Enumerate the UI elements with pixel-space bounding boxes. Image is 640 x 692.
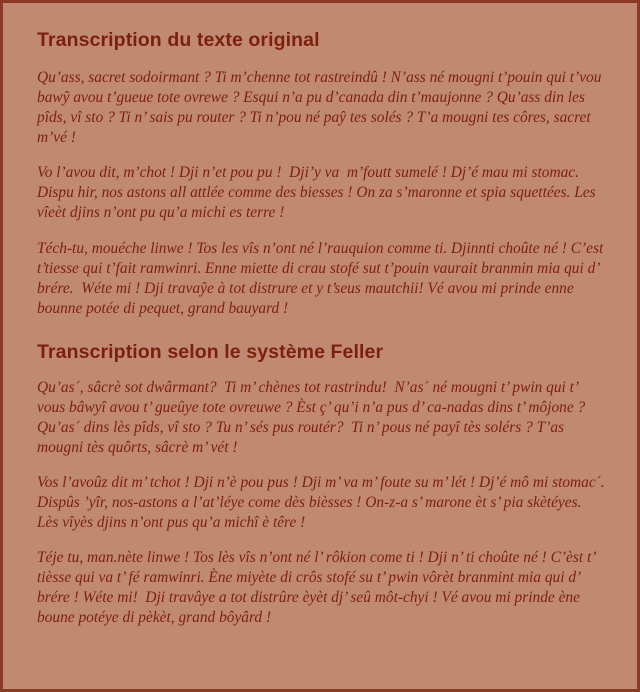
section-feller (37, 340, 609, 629)
paragraph-original-2: Vo l’avou dit, m’chot ! Dji n’et pou pu ! Dji’y va m’foutt sumelé ! Dj’é mau mi stomac. Dispu hir, nos astons all attlée comme des biesses ! On za s’maronne et spia squettées. Les vîeèt djins n’ont pu qu’a michi es terre ! (37, 164, 600, 222)
page-title-original: Transcription du texte original (37, 29, 320, 51)
paragraph-feller-3: Téje tu, man.nète linwe ! Tos lès vîs n’ont né l’ rôkion come ti ! Dji n’ ti choûte né ! C’èst t’ tièsse qui va t’ fé ramwinri. Ène miyète di crôs stofé su t’ pwin vôrèt branmint mia qui d’ brére ! Wéte mi! Dji travâye a tot distrûre èyèt dj’ seû môt-chyi ! Vé avou mi prinde ène boune potéye di pèkèt, grand bôyârd ! (37, 549, 599, 627)
paragraph-feller-1: Qu’as´, sâcrè sot dwârmant? Ti m’ chènes tot rastrindu! N’as´ né mougni t’ pwin qui t’ vous bâwyî avou t’ gueûye tote ovreuwe ? Èst ç’ qu’i n’a pus d’ ca-nadas dins t’ môjone ? Qu’as´ dins lès pîds, vî sto ? Tu n’ sés pus routér? Ti n’ pous né payî tès solérs ? T’as mougni tès quôrts, sâcrè m’ vét ! (37, 378, 590, 456)
section-original (37, 29, 608, 319)
paragraph-feller-2: Vos l’avoûz dit m’ tchot ! Dji n’è pou pus ! Dji m’ va m’ foute su m’ lét ! Dj’é mô mi stomac´. Dispûs ’yîr, nos-astons a l’at’léye come dès bièsses ! On-z-a s’ marone èt s’ pia skètéyes. Lès vîyès djins n’ont pus qu’a michî è têre ! (37, 474, 609, 532)
paragraph-original-3: Téch-tu, mouéche linwe ! Tos les vîs n’ont né l’rauquion comme ti. Djinnti choûte né ! C’est t’tiesse qui t’fait ramwinri. Enne miette di crau stofé sut t’pouin vaurait branmin mia qui d’ brére. Wéte mi ! Dji travaŷe à tot distrure et y t’seus mautchii! Vé avou mi prinde enne bounne potée di pequet, grand bauyard ! (37, 239, 608, 317)
page-title-feller: Transcription selon le système Feller (37, 340, 384, 363)
paragraph-original-1: Qu’ass, sacret sodoirmant ? Ti m’chenne tot rastreindû ! N’ass né mougni t’pouin qui t’vou bawŷ avou t’gueue tote ovrewe ? Esqui n’a pu d’canada din t’maujonne ? Qu’ass din les pîds, vî sto ? Ti n’ sais pu router ? Ti n’pou né paŷ tes solés ? T’a mougni tes côres, sacret m’vé ! (37, 69, 606, 147)
